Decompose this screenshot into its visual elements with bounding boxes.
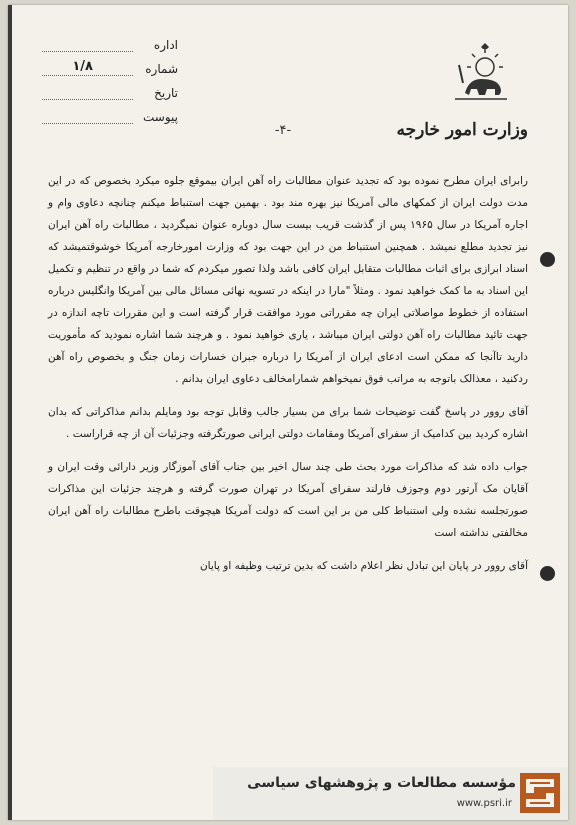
field-number	[38, 57, 178, 81]
field-label: اداره	[153, 38, 178, 52]
institute-name: مؤسسه مطالعات و پژوهشهای سیاسی	[247, 775, 516, 791]
scan-edge	[8, 5, 12, 820]
lion-and-sun-emblem-icon	[451, 43, 511, 103]
field-value: ۱/۸	[72, 58, 93, 74]
field-attachment	[38, 105, 178, 129]
letter-body	[48, 170, 528, 588]
letterhead-fields	[38, 33, 178, 129]
ministry-title: وزارت امور خارجه	[396, 120, 528, 140]
paragraph: آقای روور در پاسخ گفت توضیحات شما برای من بسیار جالب وقابل توجه بود ومایلم بدانم مذاکراتی که بدان اشاره کردید بین کدامیک از سفرای آمریکا ومقامات دولتی ایرانی صورتگرفته وجزئیات آن از چه قراراست .	[48, 406, 528, 440]
binder-hole	[540, 566, 555, 581]
field-label: پیوست	[143, 110, 178, 124]
page-number: -۴-	[274, 123, 292, 138]
watermark-footer	[213, 767, 568, 820]
paragraph: جواب داده شد که مذاکرات مورد بحث طی چند سال اخیر بین جناب آقای آموزگار وزیر دارائی وقت ایران و آقایان مک آرتور دوم وجوزف فارلند سفرای آمریکا در تهران صورت گرفته و هرچند جزئیات این مذاکرات صورتجلسه نشده ولی استنباط کلی من بر این است که دولت آمریکا هیچوقت باطرح مطالبات راه آهن ایران مخالفتی نداشته است	[48, 461, 528, 539]
field-label: شماره	[145, 62, 178, 76]
field-department	[38, 33, 178, 57]
field-label: تاریخ	[154, 86, 178, 100]
document-page	[8, 5, 568, 820]
binder-hole	[540, 252, 555, 267]
institute-logo-icon	[520, 773, 560, 813]
paragraph: آقای روور در پایان این تبادل نظر اعلام داشت که بدین ترتیب وظیفه او پایان	[199, 560, 528, 572]
paragraph: رابرای ایران مطرح نموده بود که تجدید عنوان مطالبات راه آهن ایران بیموقع جلوه میکرد بخصوص که در این مدت دولت ایران از کمکهای مالی آمریکا نیز بهره مند بود . بهمین جهت استنباط میکنم چنانچه دعاوی وام و اجاره آمریکا در سال ۱۹۶۵ پس از گذشت قریب بیست سال دوباره عنوان نمیگردید ، مطالبات راه آهن ایران نیز تجدید مطلع نمیشد . همچنین استنباط من در این جهت بود که وزارت امورخارجه آمریکا خوشوقتمیشد که اسناد ابرازی برای اثبات مطالبات متقابل ایران کافی باشد ولذا تصور میکردم که شما در واقع در تنظیم و تکمیل این اسناد به ما کمک خواهید نمود . ومثلاً "مارا در اینکه در تسویه نهائی مسائل مالی بین آمریکا وانگلیس درباره استفاده از خطوط مواصلاتی ایران چه مقرراتی مورد موافقت قرار گرفته است و این مقررات تاچه اندازه در جهت تائید مطالبات راه آهن دولتی ایران میباشد ، یاری خواهید نمود . و هرچند شما اشاره نمودید که مأموریت دارید تاآنجا که ممکن است ادعای ایران از آمریکا را درباره جبران خسارات زمان جنگ و بخصوص راه آهن ردکنید ، معذالک باتوجه به مراتب فوق نمیخواهم شمارامخالف دعاوی ایران بدانم .	[48, 175, 528, 385]
institute-url: www.psri.ir	[456, 798, 512, 809]
field-date	[38, 81, 178, 105]
